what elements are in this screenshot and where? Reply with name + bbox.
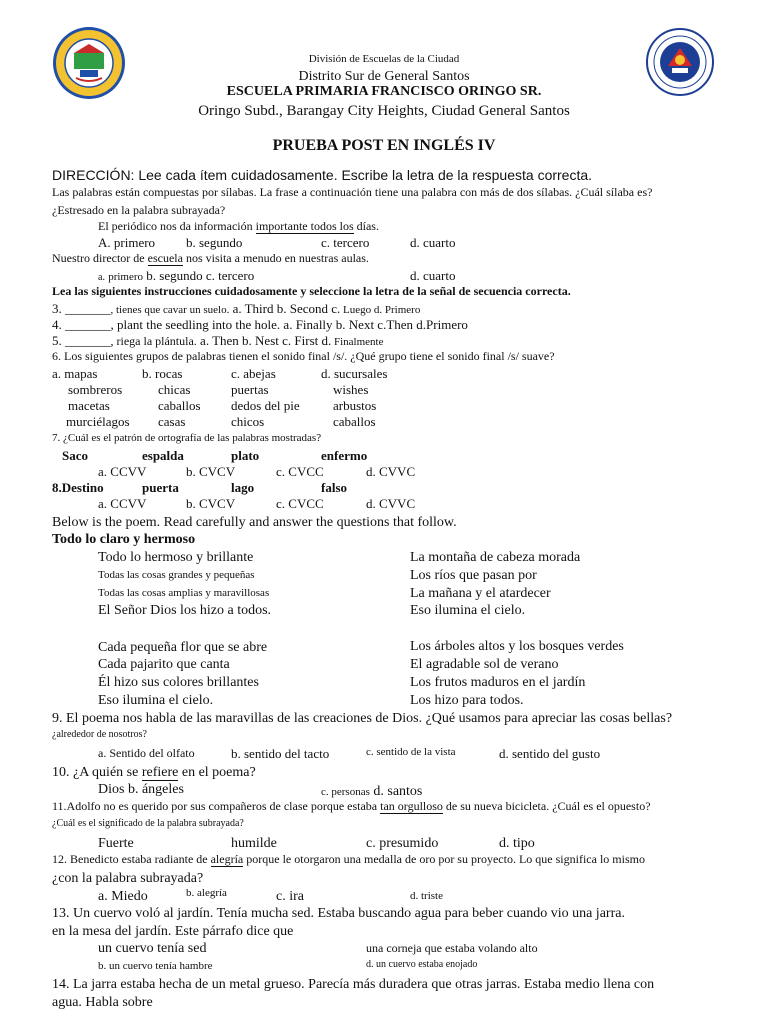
q1-option-b: b. segundo <box>186 235 243 250</box>
q13-option-c: una corneja que estaba volando alto <box>366 941 538 955</box>
q8-word-3: lago <box>231 480 255 495</box>
q11-stem-line1: 11.Adolfo no es querido por sus compañeros de clase porque estaba tan orgulloso de su nueva bicicleta. ¿Cuál es el opuesto? <box>52 799 651 813</box>
q2-option-d: d. cuarto <box>410 268 456 283</box>
q8-option-d: d. CVVC <box>366 496 416 511</box>
q12-underlined: alegría <box>210 852 244 866</box>
q5-line: 5. _______, riega la plántula. a. Then b. Nest c. First d. Finalmente <box>52 333 384 348</box>
q13-option-b: b. un cuervo tenía hambre <box>98 960 213 972</box>
poem-title: Todo lo claro y hermoso <box>52 532 196 547</box>
q7-option-a: a. CCVV <box>98 464 147 479</box>
poem-left-line-1: Todo lo hermoso y brillante <box>98 550 254 565</box>
q2-underlined: escuela <box>147 251 183 265</box>
division-line: División de Escuelas de la Ciudad <box>308 53 460 65</box>
q9-option-d: d. sentido del gusto <box>499 746 601 761</box>
q6-col-d-3: caballos <box>333 414 376 429</box>
q1-underlined: importante todos los <box>255 219 354 233</box>
q9-stem-line1: 9. El poema nos habla de las maravillas de las creaciones de Dios. ¿Qué usamos para apreciar las cosas bellas? <box>52 711 673 726</box>
q12-option-b: b. alegría <box>186 887 227 899</box>
q6-col-c-3: chicos <box>231 414 265 429</box>
q1-option-c: c. tercero <box>321 235 370 250</box>
poem-right-line-4: Eso ilumina el cielo. <box>410 603 526 618</box>
q6-col-a-0: a. mapas <box>52 366 98 381</box>
q12-option-c: c. ira <box>276 889 304 904</box>
q10-options-cd: c. personas d. santos <box>321 784 423 799</box>
test-title: PRUEBA POST EN INGLÉS IV <box>272 137 496 154</box>
q9-option-c: c. sentido de la vista <box>366 746 456 758</box>
sequence-instruction: Lea las siguientes instrucciones cuidadosamente y seleccione la letra de la señal de secuencia correcta. <box>52 284 571 298</box>
q6-col-d-0: d. sucursales <box>321 366 388 381</box>
poem-right-line-6: El agradable sol de verano <box>410 657 559 672</box>
poem-intro: Below is the poem. Read carefully and answer the questions that follow. <box>52 515 457 530</box>
q8-option-b: b. CVCV <box>186 496 236 511</box>
poem-left-line-2: Todas las cosas grandes y pequeñas <box>98 569 255 581</box>
q9-option-a: a. Sentido del olfato <box>98 746 195 760</box>
q6-col-d-1: wishes <box>333 382 369 397</box>
poem-left-line-5: Cada pequeña flor que se abre <box>98 640 268 655</box>
q12-option-d: d. triste <box>410 890 443 902</box>
q6-col-a-3: murciélagos <box>66 414 130 429</box>
q2-options-abc: a. primero b. segundo c. tercero <box>98 268 255 283</box>
q12-stem-line1: 12. Benedicto estaba radiante de alegría porque le otorgaron una medalla de oro por su proyecto. Lo que significa lo mismo <box>52 852 645 866</box>
q2-sentence: Nuestro director de escuela nos visita a menudo en nuestras aulas. <box>52 251 369 265</box>
q8-word-2: puerta <box>142 480 179 495</box>
school-name: ESCUELA PRIMARIA FRANCISCO ORINGO SR. <box>226 84 542 99</box>
q13-stem-line1: 13. Un cuervo voló al jardín. Tenía mucha sed. Estaba buscando agua para beber cuando vio una jarra. <box>52 906 625 921</box>
q10-underlined: refiere <box>141 765 179 780</box>
q13-option-a: un cuervo tenía sed <box>98 941 207 956</box>
poem-left-line-3: Todas las cosas amplias y maravillosas <box>98 587 270 599</box>
q6-col-c-2: dedos del pie <box>231 398 300 413</box>
q3-line: 3. _______, tienes que cavar un suelo. a. Third b. Second c. Luego d. Primero <box>52 301 421 316</box>
q4-line: 4. _______, plant the seedling into the hole. a. Finally b. Next c.Then d.Primero <box>52 317 468 332</box>
q7-option-d: d. CVVC <box>366 464 416 479</box>
q1-sentence: El periódico nos da información importante todos los días. <box>98 219 379 233</box>
q6-col-d-2: arbustos <box>333 398 377 413</box>
q6-stem: 6. Los siguientes grupos de palabras tienen el sonido final /s/. ¿Qué grupo tiene el sonido final /s/ suave? <box>52 349 555 363</box>
q6-col-b-0: b. rocas <box>142 366 183 381</box>
q7-option-c: c. CVCC <box>276 464 324 479</box>
q11-underlined: tan orgulloso <box>380 799 443 813</box>
direction-text: DIRECCIÓN: Lee cada ítem cuidadosamente. Escribe la letra de la respuesta correcta. <box>52 167 593 183</box>
q10-options-ab: Dios b. ángeles <box>98 782 184 797</box>
poem-right-line-3: La mañana y el atardecer <box>410 586 551 601</box>
q8-option-c: c. CVCC <box>276 496 324 511</box>
q7-stem: 7. ¿Cuál es el patrón de ortografía de las palabras mostradas? <box>52 432 322 444</box>
q14-stem-line1: 14. La jarra estaba hecha de un metal grueso. Parecía más duradera que otras jarras. Estaba medio llena con <box>52 977 655 992</box>
q11-stem-line2: ¿Cuál es el significado de la palabra subrayada? <box>52 818 244 829</box>
q11-option-a: Fuerte <box>98 836 134 851</box>
q6-col-b-3: casas <box>158 414 186 429</box>
poem-left-line-4: El Señor Dios los hizo a todos. <box>98 603 272 618</box>
poem-right-line-1: La montaña de cabeza morada <box>410 550 581 565</box>
q1-stem-line1: Las palabras están compuestas por sílabas. La frase a continuación tiene una palabra con más de dos sílabas. ¿Cuál sílaba es? <box>52 185 653 199</box>
q1-option-a: A. primero <box>98 235 156 250</box>
q8-word-1: 8.Destino <box>52 480 104 495</box>
q6-col-a-1: sombreros <box>68 382 123 397</box>
q6-col-c-0: c. abejas <box>231 366 276 381</box>
poem-left-line-7: Él hizo sus colores brillantes <box>98 675 259 690</box>
q11-option-b: humilde <box>231 836 277 851</box>
q7-word-1: Saco <box>62 448 88 463</box>
q7-option-b: b. CVCV <box>186 464 236 479</box>
q7-word-2: espalda <box>142 448 184 463</box>
q7-word-3: plato <box>231 448 260 463</box>
q11-option-c: c. presumido <box>366 836 439 851</box>
poem-right-line-5: Los árboles altos y los bosques verdes <box>410 639 624 654</box>
q13-stem-line2: en la mesa del jardín. Este párrafo dice que <box>52 924 294 939</box>
q9-stem-line2: ¿alrededor de nosotros? <box>52 729 147 740</box>
district-line: Distrito Sur de General Santos <box>298 69 470 84</box>
poem-left-line-6: Cada pajarito que canta <box>98 657 230 672</box>
q13-option-d: d. un cuervo estaba enojado <box>366 959 478 970</box>
q7-word-4: enfermo <box>321 448 368 463</box>
q1-stem-line2: ¿Estresado en la palabra subrayada? <box>52 203 226 217</box>
poem-right-line-2: Los ríos que pasan por <box>410 568 537 583</box>
poem-right-line-8: Los hizo para todos. <box>410 693 524 708</box>
poem-left-line-8: Eso ilumina el cielo. <box>98 693 214 708</box>
q6-col-c-1: puertas <box>231 382 269 397</box>
school-address: Oringo Subd., Barangay City Heights, Ciudad General Santos <box>198 103 570 119</box>
q1-option-d: d. cuarto <box>410 235 456 250</box>
q6-col-a-2: macetas <box>68 398 110 413</box>
q14-stem-line2: agua. Habla sobre <box>52 995 153 1010</box>
q8-word-4: falso <box>321 480 347 495</box>
q6-col-b-2: caballos <box>158 398 201 413</box>
q8-option-a: a. CCVV <box>98 496 147 511</box>
poem-right-line-7: Los frutos maduros en el jardín <box>410 675 586 690</box>
q11-option-d: d. tipo <box>499 836 535 851</box>
q6-col-b-1: chicas <box>158 382 191 397</box>
q12-option-a: a. Miedo <box>98 889 148 904</box>
q12-stem-line2: ¿con la palabra subrayada? <box>52 871 204 886</box>
q9-option-b: b. sentido del tacto <box>231 746 330 761</box>
q10-stem: 10. ¿A quién se refiere en el poema? <box>52 765 256 780</box>
